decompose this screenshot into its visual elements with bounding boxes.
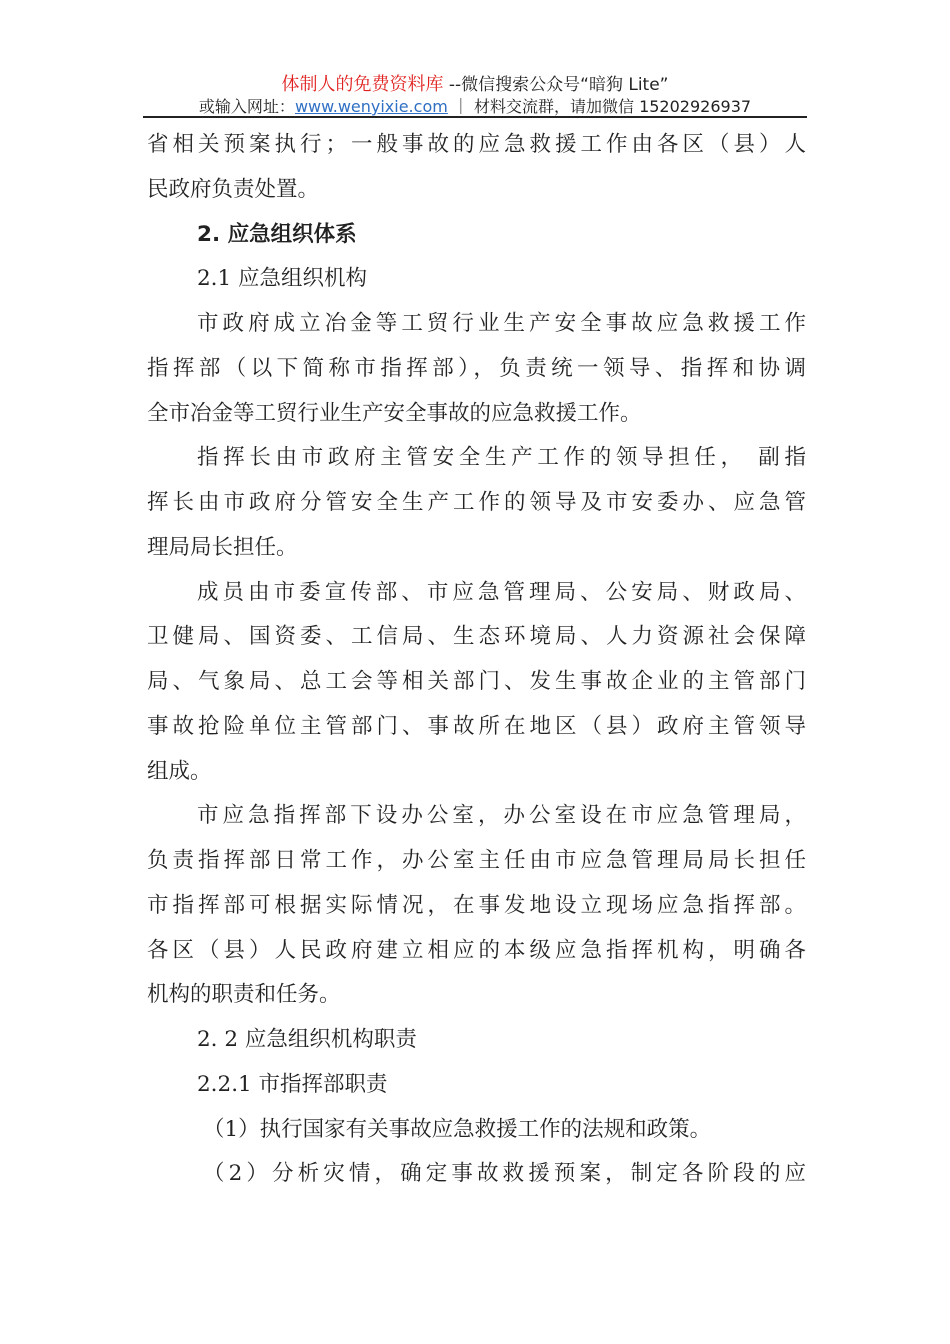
text-line: 事故抢险单位主管部门、事故所在地区（县）政府主管领导 <box>147 713 806 739</box>
section-heading: 2. 2 应急组织机构职责 <box>197 1027 417 1052</box>
text-line: 卫健局、国资委、工信局、生态环境局、人力资源社会保障 <box>147 624 806 650</box>
text-line: 市应急指挥部下设办公室，办公室设在市应急管理局， <box>197 803 806 829</box>
text-line: 市指挥部可根据实际情况，在事发地设立现场应急指挥部。 <box>147 892 806 918</box>
text-line: 机构的职责和任务。 <box>147 982 341 1008</box>
text-line: 指挥部（以下简称市指挥部），负责统一领导、指挥和协调 <box>147 355 806 381</box>
text-line: 市政府成立冶金等工贸行业生产安全事故应急救援工作 <box>197 311 806 336</box>
text-line: 组成。 <box>147 758 212 784</box>
text-line: 省相关预案执行；一般事故的应急救援工作由各区（县）人 <box>147 132 806 157</box>
text-line: （1）执行国家有关事故应急救援工作的法规和政策。 <box>203 1116 712 1142</box>
text-line: 挥长由市政府分管安全生产工作的领导及市安委办、应急管 <box>147 490 806 515</box>
text-line: （2）分析灾情，确定事故救援预案，制定各阶段的应 <box>203 1161 806 1187</box>
contact-text: ｜ 材料交流群，请加微信 15202926937 <box>447 97 752 116</box>
text-line: 理局局长担任。 <box>147 534 298 560</box>
text-line: 民政府负责处置。 <box>147 176 320 202</box>
section-heading: 2.1 应急组织机构 <box>197 266 368 292</box>
section-heading: 2. 应急组织体系 <box>197 221 357 247</box>
text-line: 负责指挥部日常工作，办公室主任由市应急管理局局长担任 <box>147 848 806 873</box>
text-line: 成员由市委宣传部、市应急管理局、公安局、财政局、 <box>197 579 806 605</box>
text-line: 全市冶金等工贸行业生产安全事故的应急救援工作。 <box>147 400 642 426</box>
text-line: 指挥长由市政府主管安全生产工作的领导担任， 副指 <box>197 445 806 471</box>
website-link[interactable]: www.wenyixie.com <box>294 97 448 116</box>
text-line: 局、气象局、总工会等相关部门、发生事故企业的主管部门 <box>147 669 806 694</box>
url-prefix: 或输入网址： <box>198 97 295 116</box>
tagline-text: --微信搜索公众号“暗狗 Lite” <box>443 75 669 95</box>
brand-text: 体制人的免费资料库 <box>281 74 444 95</box>
section-heading: 2.2.1 市指挥部职责 <box>197 1071 388 1097</box>
text-line: 各区（县）人民政府建立相应的本级应急指挥机构，明确各 <box>147 937 806 963</box>
header-divider <box>143 116 807 118</box>
header-line-1 <box>0 70 950 96</box>
header-line-2 <box>0 94 950 117</box>
